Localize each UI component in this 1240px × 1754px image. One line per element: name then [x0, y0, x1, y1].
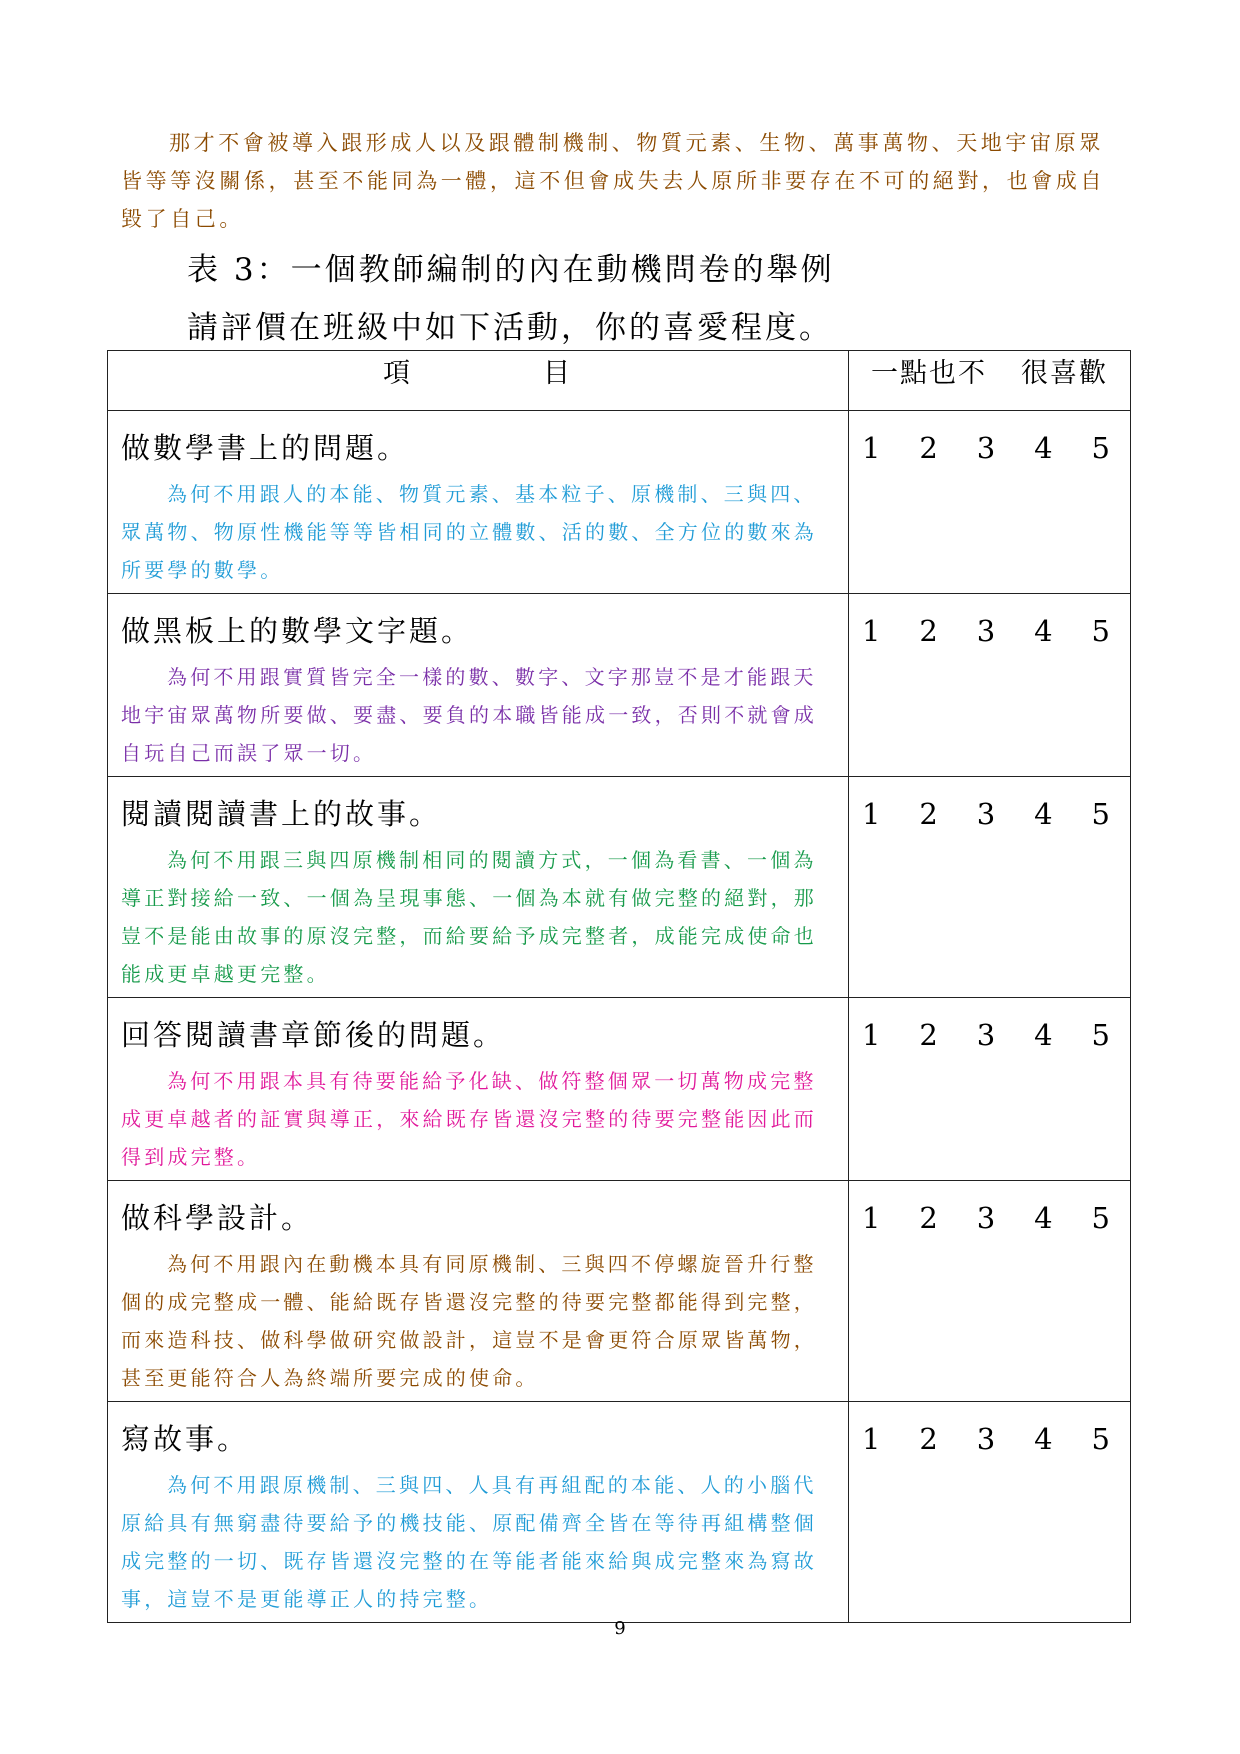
rating-option-2[interactable]: 2 — [919, 431, 938, 465]
rating-option-3[interactable]: 3 — [976, 1018, 996, 1052]
rating-option-3[interactable]: 3 — [976, 1201, 996, 1235]
rating-option-1[interactable]: 1 — [862, 1201, 881, 1235]
rating-cell — [849, 1402, 1131, 1623]
header-item-left: 項 — [383, 358, 413, 389]
commentary-note: 為何不用跟本具有待要能給予化缺、做符整個眾一切萬物成完整成更卓越者的証實與導正，來給既存皆還沒完整的待要完整能因此而得到成完整。 — [121, 1069, 817, 1169]
rating-cell — [849, 998, 1131, 1181]
rating-scale — [849, 594, 1130, 648]
rating-option-2[interactable]: 2 — [919, 1018, 938, 1052]
rating-scale — [849, 411, 1130, 465]
rating-option-1[interactable]: 1 — [862, 431, 881, 465]
commentary-note: 為何不用跟人的本能、物質元素、基本粒子、原機制、三與四、眾萬物、物原性機能等等皆相同的立體數、活的數、全方位的數來為所要學的數學。 — [121, 482, 817, 582]
question-text: 回答閱讀書章節後的問題。 — [121, 1018, 506, 1052]
rating-option-1[interactable]: 1 — [862, 797, 881, 831]
table-row — [108, 998, 1131, 1181]
header-scale-low: 一點也不 — [871, 358, 987, 389]
rating-scale — [849, 998, 1130, 1052]
table-row — [108, 1402, 1131, 1623]
item-cell — [108, 594, 849, 777]
rating-option-4[interactable]: 4 — [1034, 1201, 1053, 1235]
table-row — [108, 594, 1131, 777]
question-text: 閱讀閱讀書上的故事。 — [121, 797, 442, 831]
table-header-row — [108, 351, 1131, 411]
rating-option-5[interactable]: 5 — [1091, 1201, 1110, 1235]
commentary-note: 為何不用跟原機制、三與四、人具有再組配的本能、人的小腦代原給具有無窮盡待要給予的機技能、原配備齊全皆在等待再組構整個成完整的一切、既存皆還沒完整的在等能者能來給與成完整來為寫故事，這豈不是更能導正人的持完整。 — [121, 1473, 817, 1611]
rating-option-2[interactable]: 2 — [919, 1201, 938, 1235]
rating-option-4[interactable]: 4 — [1034, 614, 1053, 648]
rating-option-1[interactable]: 1 — [862, 1422, 881, 1456]
commentary-note: 為何不用跟三與四原機制相同的閱讀方式，一個為看書、一個為導正對接給一致、一個為呈現事態、一個為本就有做完整的絕對，那豈不是能由故事的原沒完整，而給要給予成完整者，成能完成使命也能成更卓越更完整。 — [121, 848, 817, 986]
rating-option-5[interactable]: 5 — [1091, 431, 1110, 465]
rating-option-3[interactable]: 3 — [976, 1422, 996, 1456]
question-text: 做科學設計。 — [121, 1201, 314, 1235]
question-text: 寫故事。 — [121, 1422, 250, 1456]
rating-option-2[interactable]: 2 — [919, 797, 938, 831]
rating-scale — [849, 777, 1130, 831]
table-instruction: 請評價在班級中如下活動，你的喜愛程度。 — [187, 310, 833, 346]
rating-scale — [849, 1402, 1130, 1456]
rating-option-1[interactable]: 1 — [862, 614, 881, 648]
commentary-note: 為何不用跟內在動機本具有同原機制、三與四不停螺旋晉升行整個的成完整成一體、能給既存皆還沒完整的待要完整都能得到完整，而來造科技、做科學做研究做設計，這豈不是會更符合原眾皆萬物，甚至更能符合人為終端所要完成的使命。 — [121, 1252, 817, 1390]
rating-option-4[interactable]: 4 — [1034, 431, 1053, 465]
table-row — [108, 777, 1131, 998]
header-item-right: 目 — [543, 358, 573, 389]
item-cell — [108, 1181, 849, 1402]
question-text: 做黑板上的數學文字題。 — [121, 614, 474, 648]
question-text: 做數學書上的問題。 — [121, 431, 410, 465]
item-cell — [108, 777, 849, 998]
item-cell — [108, 998, 849, 1181]
rating-option-5[interactable]: 5 — [1091, 797, 1110, 831]
motivation-survey-table — [107, 350, 1131, 1623]
rating-cell — [849, 411, 1131, 594]
table-caption: 表 3：一個教師編制的內在動機問卷的舉例 — [187, 252, 835, 288]
rating-scale — [849, 1181, 1130, 1235]
rating-option-3[interactable]: 3 — [976, 797, 996, 831]
item-cell — [108, 411, 849, 594]
commentary-note: 為何不用跟實質皆完全一樣的數、數字、文字那豈不是才能跟天地宇宙眾萬物所要做、要盡、要負的本職皆能成一致，否則不就會成自玩自己而誤了眾一切。 — [121, 665, 817, 765]
rating-option-4[interactable]: 4 — [1034, 1422, 1053, 1456]
page-number: 9 — [614, 1618, 626, 1639]
rating-option-5[interactable]: 5 — [1091, 1018, 1110, 1052]
rating-cell — [849, 777, 1131, 998]
rating-option-2[interactable]: 2 — [919, 1422, 938, 1456]
rating-cell — [849, 594, 1131, 777]
rating-option-2[interactable]: 2 — [919, 614, 938, 648]
rating-option-5[interactable]: 5 — [1091, 614, 1110, 648]
header-scale-high: 很喜歡 — [1021, 358, 1108, 389]
header-scale — [849, 351, 1131, 411]
rating-option-5[interactable]: 5 — [1091, 1422, 1110, 1456]
item-cell — [108, 1402, 849, 1623]
rating-option-4[interactable]: 4 — [1034, 797, 1053, 831]
table-row — [108, 1181, 1131, 1402]
header-item — [108, 351, 849, 411]
rating-cell — [849, 1181, 1131, 1402]
rating-option-4[interactable]: 4 — [1034, 1018, 1053, 1052]
intro-paragraph: 那才不會被導入跟形成人以及跟體制機制、物質元素、生物、萬事萬物、天地宇宙原眾皆等等沒關係，甚至不能同為一體，這不但會成失去人原所非要存在不可的絕對，也會成自毀了自己。 — [121, 131, 1105, 231]
rating-option-1[interactable]: 1 — [862, 1018, 881, 1052]
rating-option-3[interactable]: 3 — [976, 614, 996, 648]
rating-option-3[interactable]: 3 — [976, 431, 996, 465]
table-row — [108, 411, 1131, 594]
